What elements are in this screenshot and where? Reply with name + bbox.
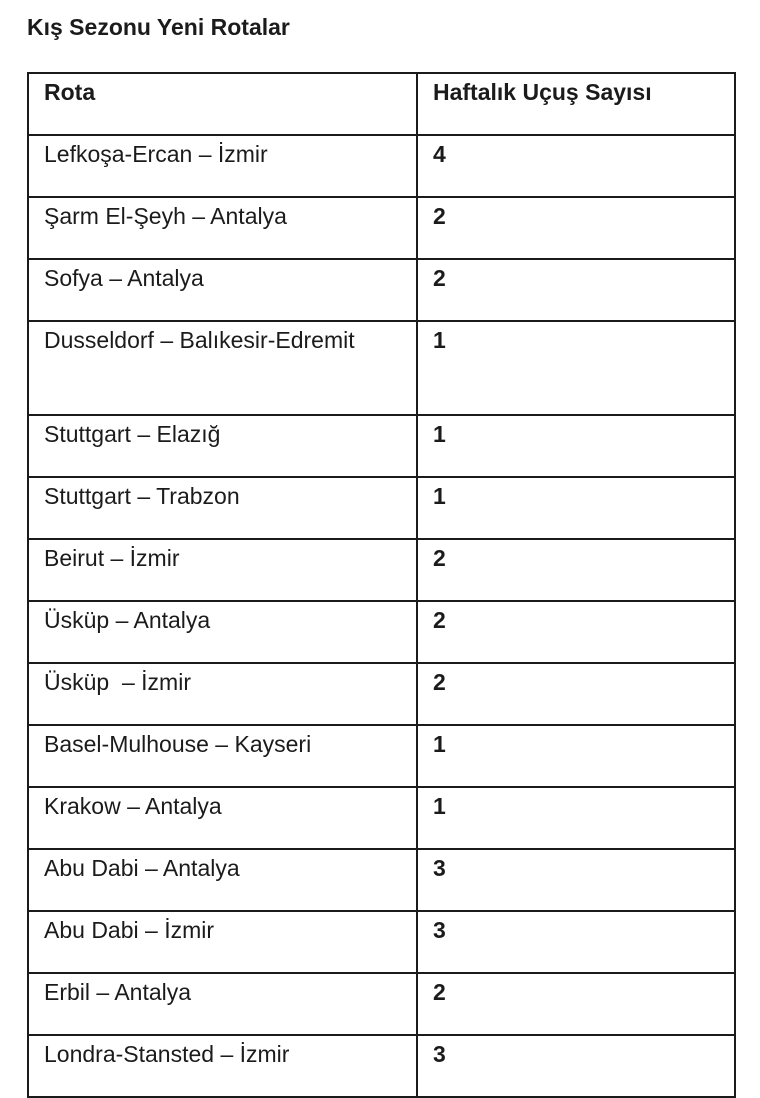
column-header-route: Rota [28,73,417,135]
weekly-flights-cell: 4 [417,135,735,197]
weekly-flights-cell: 2 [417,973,735,1035]
route-cell: Krakow – Antalya [28,787,417,849]
route-cell: Stuttgart – Trabzon [28,477,417,539]
table-row [28,787,735,849]
weekly-flights-cell: 3 [417,911,735,973]
table-row [28,197,735,259]
route-cell: Lefkoşa-Ercan – İzmir [28,135,417,197]
weekly-flights-cell: 1 [417,725,735,787]
route-cell: Beirut – İzmir [28,539,417,601]
table-row [28,259,735,321]
table-row [28,725,735,787]
table-row [28,1035,735,1097]
document-title: Kış Sezonu Yeni Rotalar [27,14,290,40]
route-cell: Üsküp – İzmir [28,663,417,725]
route-cell: Abu Dabi – İzmir [28,911,417,973]
table-row [28,415,735,477]
weekly-flights-cell: 2 [417,259,735,321]
route-cell: Sofya – Antalya [28,259,417,321]
table-row [28,973,735,1035]
weekly-flights-cell: 2 [417,539,735,601]
column-header-weekly-flights: Haftalık Uçuş Sayısı [417,73,735,135]
table-header-row [28,73,735,135]
table-row [28,539,735,601]
weekly-flights-cell: 1 [417,415,735,477]
table-row [28,477,735,539]
route-cell: Erbil – Antalya [28,973,417,1035]
weekly-flights-cell: 1 [417,321,735,415]
weekly-flights-cell: 3 [417,849,735,911]
route-cell: Stuttgart – Elazığ [28,415,417,477]
table-row [28,849,735,911]
weekly-flights-cell: 2 [417,197,735,259]
weekly-flights-cell: 1 [417,787,735,849]
route-cell: Üsküp – Antalya [28,601,417,663]
table-row [28,321,735,415]
route-cell: Basel-Mulhouse – Kayseri [28,725,417,787]
table-row [28,135,735,197]
route-cell: Şarm El-Şeyh – Antalya [28,197,417,259]
weekly-flights-cell: 3 [417,1035,735,1097]
table-row [28,663,735,725]
table-row [28,911,735,973]
routes-table [27,72,736,1098]
weekly-flights-cell: 2 [417,663,735,725]
route-cell: Dusseldorf – Balıkesir-Edremit [28,321,417,415]
weekly-flights-cell: 2 [417,601,735,663]
weekly-flights-cell: 1 [417,477,735,539]
table-row [28,601,735,663]
route-cell: Londra-Stansted – İzmir [28,1035,417,1097]
route-cell: Abu Dabi – Antalya [28,849,417,911]
